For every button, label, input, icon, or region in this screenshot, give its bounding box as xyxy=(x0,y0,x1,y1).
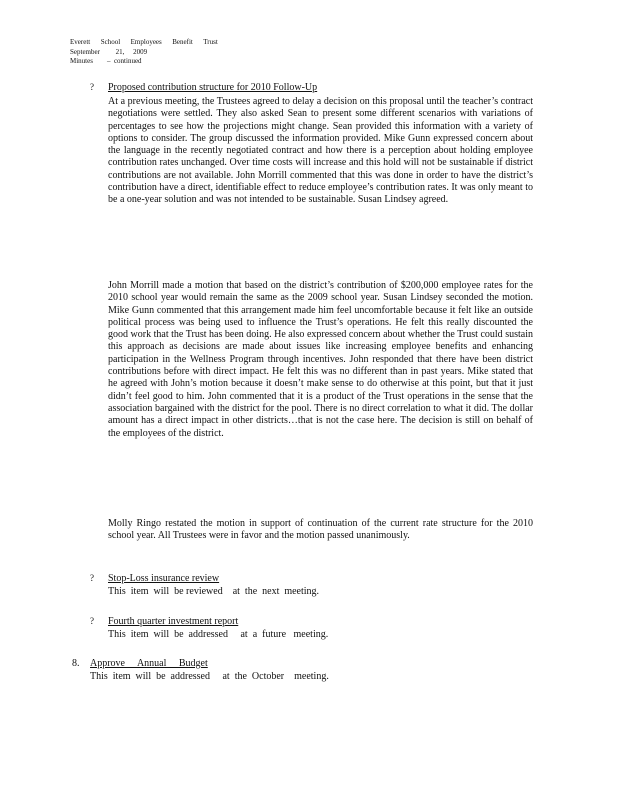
paragraph-motion: John Morrill made a motion that based on the district’s contribution of $200,000 employee rates for the 2010 school year would remain the same as the 2009 school year. Susan Lindsey seconded the motion. Mike Gunn commented that this arrangement made him feel uncomfortable because it felt like an outside political process was being used to influence the Trust’s operations. He felt this really discounted the good work that the Trust has been doing. He also expressed concern about whether the Trust could sustain this approach as decisions are made about issues like increasing employee benefits and enhancing participation in the Wellness Program through incentives. John responded that there have been district contributions before with direct impact. He felt this was no different than in past years. Mike stated that he agreed with John’s motion because it doesn’t make sense to do otherwise at this point, but that it just didn’t feel good to him. John commented that it is a product of the Trust operations in the sense that the association bargained with the district for the pool. There is no direct correlation to what it did. The dollar amount has a direct impact in other districts…that is not the case here. The decision is still on behalf of the employees of the district. xyxy=(108,280,533,439)
paragraph-budget: This item will be addressed at the October meeting. xyxy=(90,671,329,682)
bullet-marker: ? xyxy=(90,82,94,92)
paragraph-investment-report: This item will be addressed at a future meeting. xyxy=(108,629,329,640)
item-heading-contribution-structure: Proposed contribution structure for 2010 Follow-Up xyxy=(108,82,318,93)
section-number: 8. xyxy=(72,658,80,669)
bullet-marker: ? xyxy=(90,573,94,583)
item-heading-investment-report: Fourth quarter investment report xyxy=(108,616,239,627)
header-trust-name: Everett School Employees Benefit Trust xyxy=(70,38,218,46)
page-header xyxy=(70,38,218,67)
bullet-marker: ? xyxy=(90,616,94,626)
paragraph-stop-loss: This item will be reviewed at the next meeting. xyxy=(108,586,320,597)
paragraph-restated-motion: Molly Ringo restated the motion in support of continuation of the current rate structure for the 2010 school year. All Trustees were in favor and the motion passed unanimously. xyxy=(108,518,533,542)
paragraph-background: At a previous meeting, the Trustees agreed to delay a decision on this proposal until the teacher’s contract negotiations were settled. They also asked Sean to present some different scenarios with variations of percentages to see how the projections might change. Sean provided this information with a variety of options to consider. The group discussed the information provided. Mike Gunn expressed concern about the language in the recently negotiated contract and how there is a perception about holding employee contribution rates unchanged. Over time costs will increase and this hold will not be sustainable if district contributions are not available. John Morrill commented that this was done in order to have the district’s contribution have a direct, identifiable effect to reduce employee’s contribution rates. It was only meant to be a one-year solution and was not intended to be sustainable. Susan Lindsey agreed. xyxy=(108,96,533,206)
header-minutes: Minutes – continued xyxy=(70,57,142,65)
header-date: September 21, 2009 xyxy=(70,47,148,56)
section-heading-budget: Approve Annual Budget xyxy=(90,658,208,669)
item-heading-stop-loss: Stop-Loss insurance review xyxy=(108,573,220,584)
